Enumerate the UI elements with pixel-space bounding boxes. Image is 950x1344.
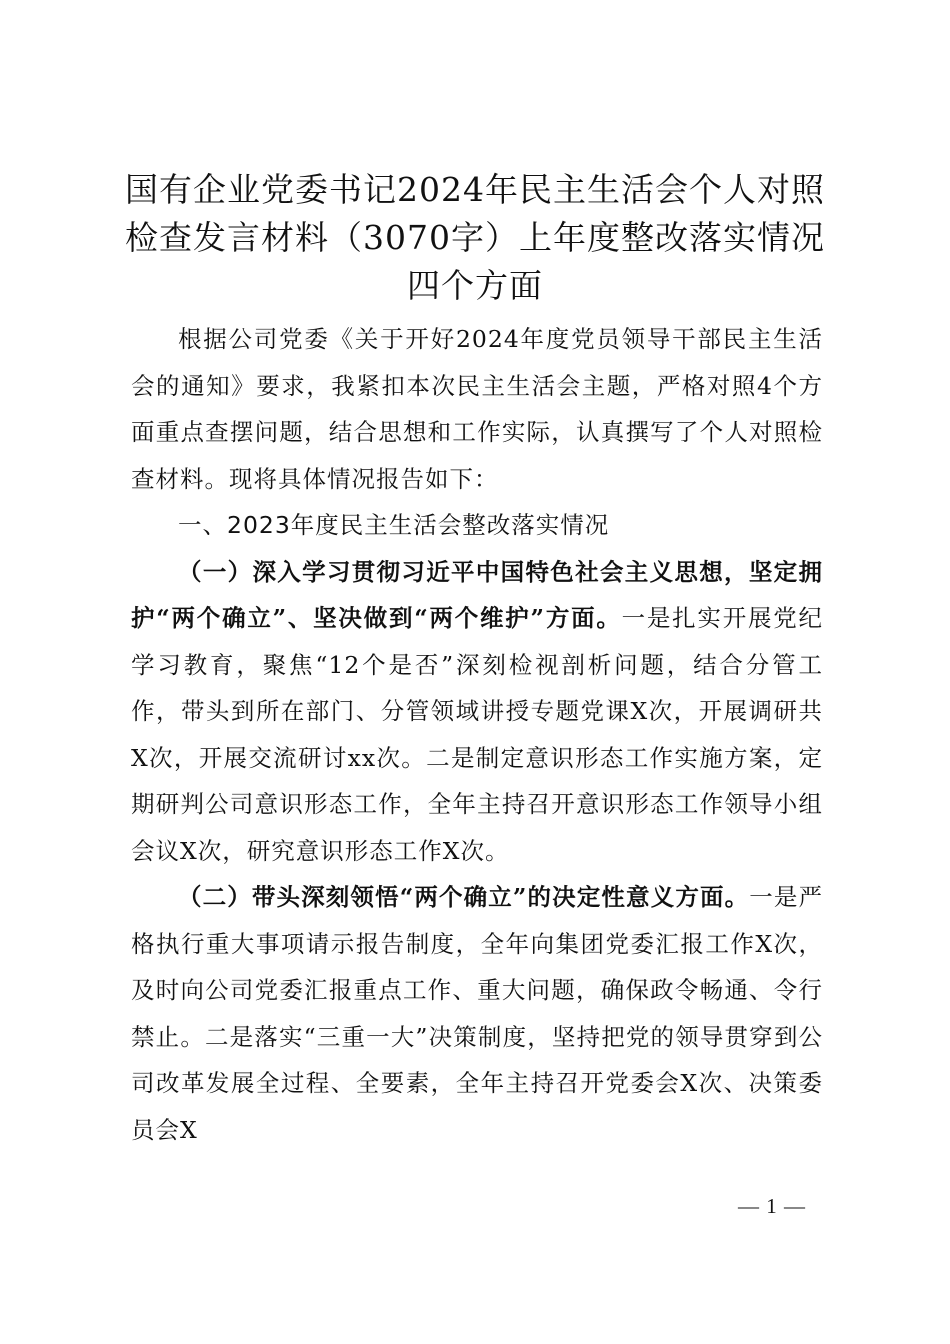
subsection-2-paragraph (131, 874, 823, 1153)
page-number: — 1 — (738, 1194, 806, 1218)
subsection-2-body: 一是严格执行重大事项请示报告制度，全年向集团党委汇报工作X次，及时向公司党委汇报重点工作、重大问题，确保政令畅通、令行禁止。二是落实“三重一大”决策制度，坚持把党的领导贯穿到公司改革发展全过程、全要素，全年主持召开党委会X次、决策委员会X (131, 883, 823, 1144)
section-heading: 一、2023年度民主生活会整改落实情况 (178, 511, 610, 539)
document-body (131, 316, 823, 1153)
intro-paragraph: 根据公司党委《关于开好2024年度党员领导干部民主生活会的通知》要求，我紧扣本次民主生活会主题，严格对照4个方面重点查摆问题，结合思想和工作实际，认真撰写了个人对照检查材料。现将具体情况报告如下： (131, 325, 823, 493)
subsection-1-heading: （一）深入学习贯彻习近平中国特色社会主义思想，坚定拥护“两个确立”、坚决做到“两个维护”方面。 (131, 557, 823, 632)
subsection-2-heading: （二）带头深刻领悟“两个确立”的决定性意义方面。 (178, 883, 750, 911)
subsection-1-paragraph (131, 549, 823, 875)
document-title: 国有企业党委书记2024年民主生活会个人对照检查发言材料（3070字）上年度整改落实情况四个方面 (125, 170, 825, 305)
subsection-1-body: 一是扎实开展党纪学习教育，聚焦“12个是否”深刻检视剖析问题，结合分管工作，带头到所在部门、分管领域讲授专题党课X次，开展调研共X次，开展交流研讨xx次。二是制定意识形态工作实施方案，定期研判公司意识形态工作，全年主持召开意识形态工作领导小组会议X次，研究意识形态工作X次。 (131, 604, 823, 865)
